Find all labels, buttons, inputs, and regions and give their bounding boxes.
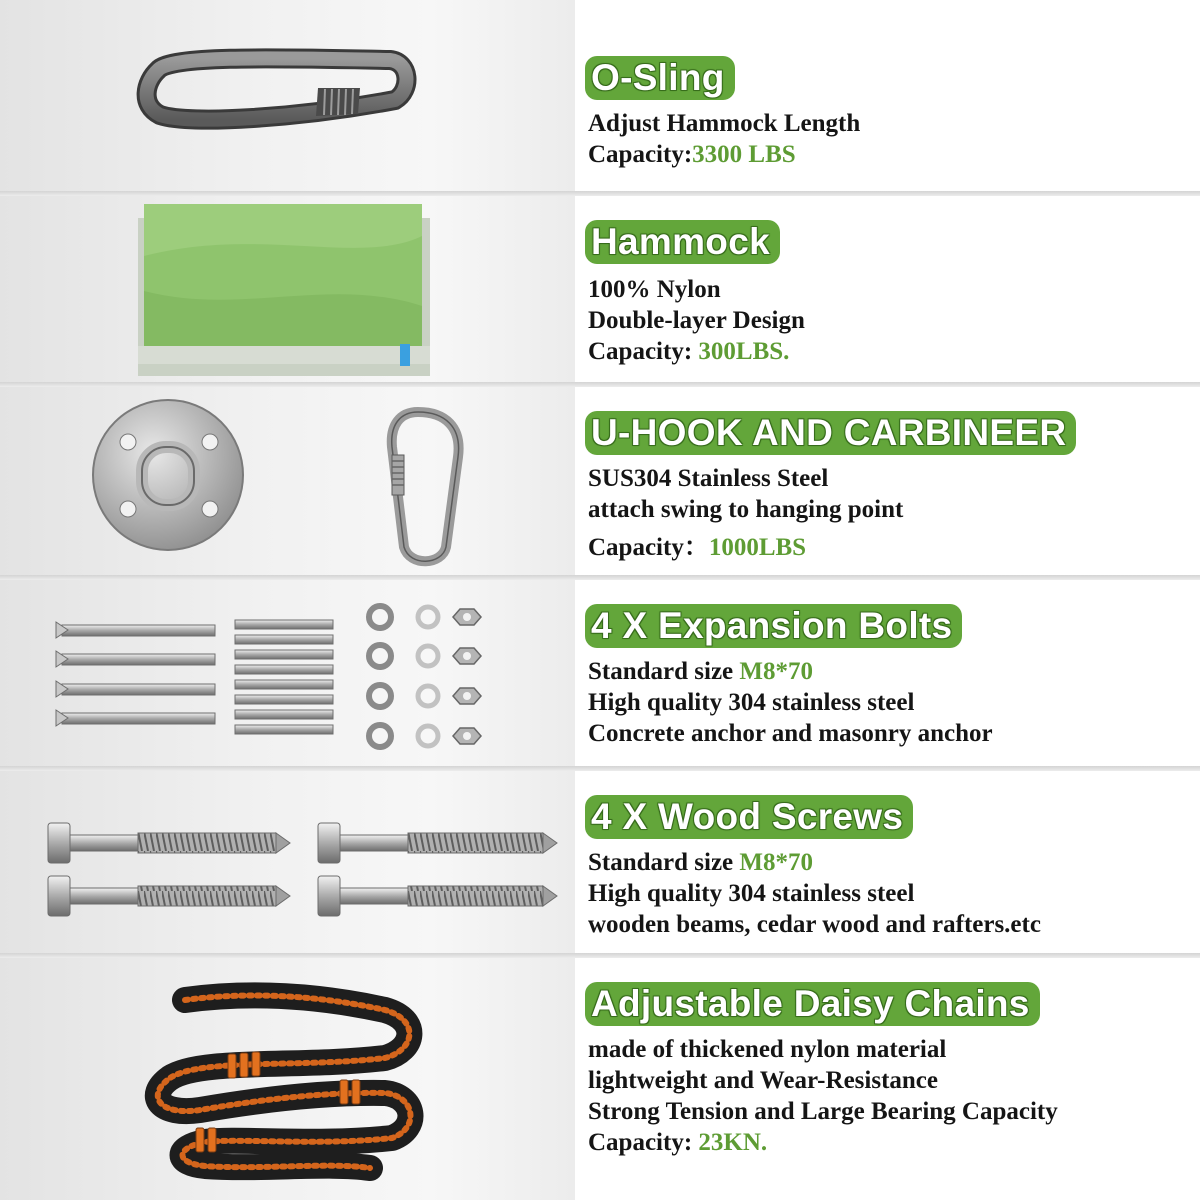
item-feature: Double-layer Design bbox=[588, 307, 805, 334]
o-sling-icon bbox=[0, 0, 575, 191]
expansion-bolts-icon bbox=[0, 580, 575, 766]
item-capacity: Capacity: 300LBS. bbox=[588, 338, 790, 365]
item-spec: Standard size M8*70 bbox=[588, 849, 814, 876]
item-capacity: Capacity：1000LBS bbox=[588, 534, 807, 561]
item-photo bbox=[0, 0, 575, 191]
item-row-expansion-bolts bbox=[0, 580, 1200, 766]
item-photo bbox=[0, 771, 575, 953]
item-title: Adjustable Daisy Chains bbox=[585, 982, 1040, 1026]
item-row-hammock bbox=[0, 196, 1200, 382]
item-feature: lightweight and Wear-Resistance bbox=[588, 1067, 938, 1094]
item-photo bbox=[0, 958, 575, 1200]
item-feature: attach swing to hanging point bbox=[588, 496, 904, 523]
item-feature: made of thickened nylon material bbox=[588, 1036, 947, 1063]
item-capacity: Capacity: 23KN. bbox=[588, 1129, 768, 1156]
item-photo bbox=[0, 196, 575, 382]
item-capacity: Capacity:3300 LBS bbox=[588, 141, 796, 168]
item-feature: Concrete anchor and masonry anchor bbox=[588, 720, 993, 747]
item-row-o-sling bbox=[0, 0, 1200, 191]
item-feature: 100% Nylon bbox=[588, 276, 721, 303]
item-feature: High quality 304 stainless steel bbox=[588, 689, 915, 716]
item-photo bbox=[0, 580, 575, 766]
item-row-daisy-chains bbox=[0, 958, 1200, 1200]
item-feature: Adjust Hammock Length bbox=[588, 110, 861, 137]
folded-hammock-icon bbox=[0, 196, 575, 382]
item-row-wood-screws bbox=[0, 771, 1200, 953]
item-photo bbox=[0, 387, 575, 575]
item-title: Hammock bbox=[585, 220, 780, 264]
u-hook-and-carabiner-icon bbox=[0, 387, 575, 575]
item-feature: SUS304 Stainless Steel bbox=[588, 465, 829, 492]
item-feature: High quality 304 stainless steel bbox=[588, 880, 915, 907]
item-title: 4 X Expansion Bolts bbox=[585, 604, 962, 648]
item-spec: Standard size M8*70 bbox=[588, 658, 814, 685]
item-title: O-Sling bbox=[585, 56, 735, 100]
item-feature: Strong Tension and Large Bearing Capacity bbox=[588, 1098, 1058, 1125]
wood-screws-icon bbox=[0, 771, 575, 953]
item-row-u-hook bbox=[0, 387, 1200, 575]
item-title: U-HOOK AND CARBINEER bbox=[585, 411, 1076, 455]
daisy-chain-straps-icon bbox=[0, 958, 575, 1200]
item-feature: wooden beams, cedar wood and rafters.etc bbox=[588, 911, 1041, 938]
item-title: 4 X Wood Screws bbox=[585, 795, 913, 839]
